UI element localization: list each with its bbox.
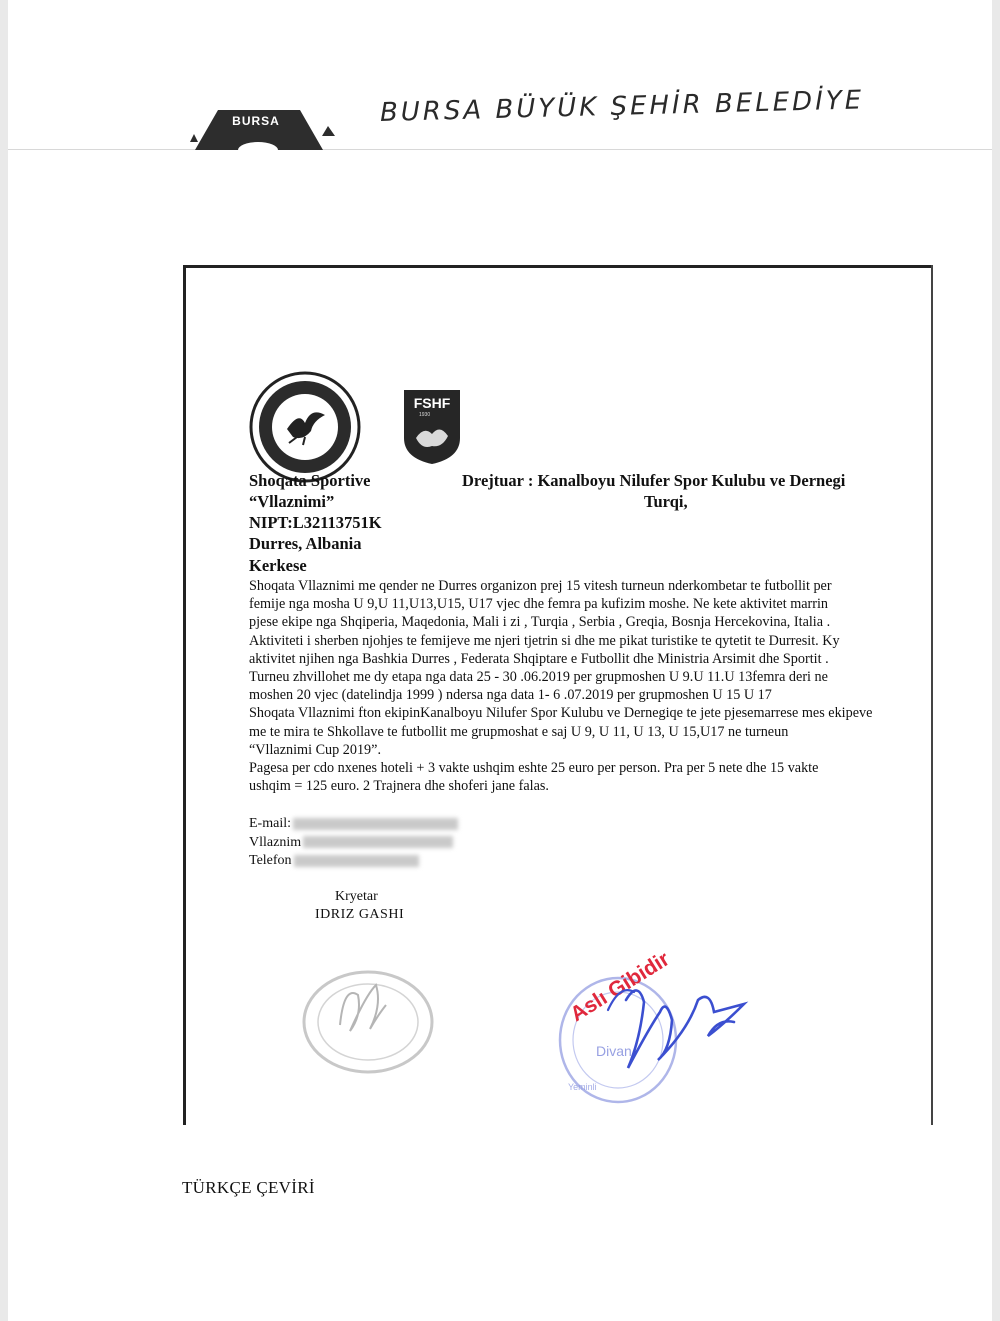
club-stamp xyxy=(300,965,440,1075)
certified-copy-stamp xyxy=(548,940,758,1110)
body-line: Shoqata Vllaznimi me qender ne Durres organizon prej 15 vitesh turneun nderkombetar te futbollit per xyxy=(249,578,832,594)
federation-logo xyxy=(402,388,462,466)
stamp-partial-text2: Yeminli xyxy=(568,1082,597,1092)
stamp-red-text: Aslı Gibidir xyxy=(566,947,674,1027)
org-label: Vllaznim xyxy=(249,834,302,850)
sender-name: Shoqata Sportive xyxy=(249,471,371,490)
email-label: E-mail: xyxy=(249,816,291,831)
recipient-line: Drejtuar : Kanalboyu Nilufer Spor Kulubu ve Dernegi xyxy=(462,471,846,490)
body-line: “Vllaznimi Cup 2019”. xyxy=(249,741,381,758)
redacted-org xyxy=(303,836,453,848)
page-edge-left xyxy=(0,0,8,1321)
handwritten-title: BURSA BÜYÜK ŞEHİR BELEDİYE xyxy=(379,85,865,128)
body-line: aktivitet njihen nga Bashkia Durres , Federata Shqiptare e Futbollit dhe Ministria Arsimit dhe Sportit . xyxy=(249,650,829,667)
recipient-block xyxy=(462,470,922,512)
body-line: Pagesa per cdo nxenes hoteli + 3 vakte ushqim eshte 25 euro per person. Pra per 5 nete dhe 15 vakte xyxy=(249,760,819,777)
signatory-name: IDRIZ GASHI xyxy=(315,907,405,922)
federation-logo-text: FSHF xyxy=(413,395,451,411)
body-line: Aktiviteti i sherben njohjes te femijeve me njeri tjetrin si dhe me pikat turistike te qytetit te Durresit. Ky xyxy=(249,632,840,649)
bursa-logo-text: BURSA xyxy=(232,114,280,128)
stamp-partial-text: Divan xyxy=(596,1043,632,1059)
header-divider xyxy=(8,149,992,150)
body-line: ushqim = 125 euro. 2 Trajnera dhe shoferi jane falas. xyxy=(249,778,549,795)
sender-block xyxy=(249,470,382,554)
club-logo xyxy=(249,371,361,483)
translation-heading: TÜRKÇE ÇEVİRİ xyxy=(182,1178,315,1197)
recipient-country: Turqi, xyxy=(644,492,688,511)
contact-block xyxy=(249,815,458,871)
sender-club: “Vllaznimi” xyxy=(249,492,335,511)
redacted-email xyxy=(293,818,458,830)
body-line: pjese ekipe nga Shqiperia, Maqedonia, Mali i zi , Turqia , Serbia , Greqia, Bosnja Hercekovina, Italia . xyxy=(249,614,831,631)
letter-body xyxy=(249,577,929,795)
body-line: femije nga mosha U 9,U 11,U13,U15, U17 vjec dhe femra pa kufizim moshe. Ne kete aktivitet marrin xyxy=(249,596,829,613)
body-line: moshen 20 vjec (datelindja 1999 ) ndersa nga data 1- 6 .07.2019 per grupmoshen U 15 U 17 xyxy=(249,687,772,704)
redacted-phone xyxy=(294,855,419,867)
sender-nipt: NIPT:L32113751K xyxy=(249,513,382,532)
page-edge-right xyxy=(992,0,1000,1321)
federation-logo-year: 1930 xyxy=(419,412,431,418)
letter-subject: Kerkese xyxy=(249,556,307,575)
sender-address: Durres, Albania xyxy=(249,534,362,553)
phone-label: Telefon xyxy=(249,853,292,868)
page-header xyxy=(8,0,992,150)
body-line: Turneu zhvillohet me dy etapa nga data 25 - 30 .06.2019 per grupmoshen U 9.U 11.U 13femra deri ne xyxy=(249,669,828,686)
bursa-logo xyxy=(190,100,340,150)
body-line: Shoqata Vllaznimi fton ekipinKanalboyu Nilufer Spor Kulubu ve Dernegiqe te jete pjesemarrese mes ekipeve xyxy=(249,705,873,722)
signatory-title: Kryetar xyxy=(335,889,378,904)
body-line: me te mira te Shkollave te futbollit me grupmoshat e saj U 9, U 11, U 13, U 15,U17 ne turneun xyxy=(249,723,789,740)
